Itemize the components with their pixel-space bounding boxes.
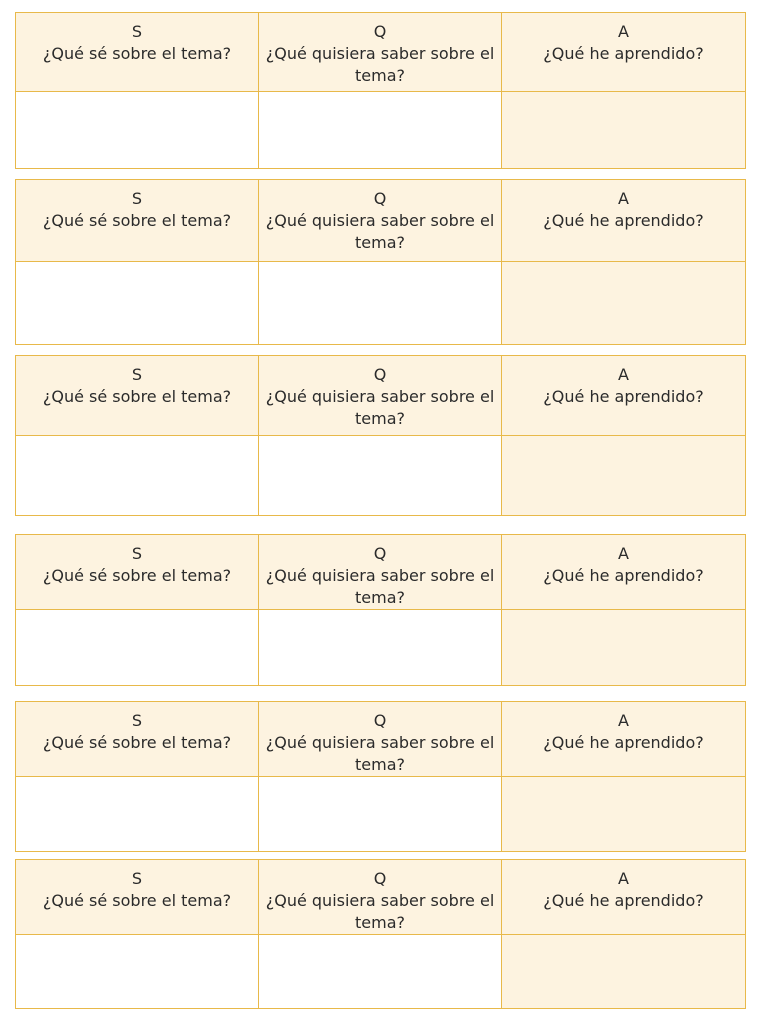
column-letter: Q — [373, 544, 387, 563]
column-letter: S — [131, 22, 143, 41]
answer-cell-s[interactable] — [16, 777, 259, 852]
header-s — [16, 535, 259, 610]
column-question: ¿Qué he aprendido? — [543, 891, 704, 910]
sqa-table — [15, 355, 746, 516]
header-row — [16, 356, 746, 436]
column-letter: Q — [373, 22, 387, 41]
sqa-table — [15, 179, 746, 345]
column-letter: S — [131, 711, 143, 730]
column-letter: A — [618, 189, 629, 208]
column-letter: Q — [373, 869, 387, 888]
answer-row — [16, 92, 746, 169]
answer-cell-a[interactable] — [502, 935, 746, 1009]
header-row — [16, 860, 746, 935]
answer-row — [16, 610, 746, 686]
header-row — [16, 180, 746, 262]
answer-cell-q[interactable] — [259, 610, 502, 686]
header-s — [16, 860, 259, 935]
answer-cell-q[interactable] — [259, 777, 502, 852]
column-question: ¿Qué he aprendido? — [543, 387, 704, 406]
answer-row — [16, 777, 746, 852]
column-question: ¿Qué sé sobre el tema? — [42, 566, 232, 585]
answer-cell-s[interactable] — [16, 610, 259, 686]
column-letter: S — [131, 365, 143, 384]
header-row — [16, 535, 746, 610]
answer-cell-s[interactable] — [16, 935, 259, 1009]
answer-row — [16, 262, 746, 345]
answer-cell-q[interactable] — [259, 92, 502, 169]
sqa-table — [15, 12, 746, 169]
answer-cell-s[interactable] — [16, 436, 259, 516]
column-letter: S — [131, 869, 143, 888]
answer-cell-a[interactable] — [502, 436, 746, 516]
answer-row — [16, 935, 746, 1009]
sqa-table — [15, 701, 746, 852]
header-q — [259, 860, 502, 935]
answer-cell-q[interactable] — [259, 935, 502, 1009]
column-question: ¿Qué sé sobre el tema? — [42, 891, 232, 910]
column-question: ¿Qué sé sobre el tema? — [42, 387, 232, 406]
column-question: ¿Qué sé sobre el tema? — [42, 733, 232, 752]
header-q — [259, 535, 502, 610]
column-question: ¿Qué he aprendido? — [543, 566, 704, 585]
header-q — [259, 702, 502, 777]
column-letter: Q — [373, 365, 387, 384]
header-a — [502, 535, 746, 610]
column-question: ¿Qué quisiera saber sobre el tema? — [265, 733, 495, 774]
column-letter: A — [618, 365, 629, 384]
column-question: ¿Qué sé sobre el tema? — [42, 44, 232, 63]
column-letter: S — [131, 544, 143, 563]
answer-row — [16, 436, 746, 516]
header-a — [502, 702, 746, 777]
column-question: ¿Qué quisiera saber sobre el tema? — [265, 44, 495, 85]
column-letter: A — [618, 544, 629, 563]
header-a — [502, 180, 746, 262]
answer-cell-a[interactable] — [502, 777, 746, 852]
header-s — [16, 356, 259, 436]
answer-cell-s[interactable] — [16, 262, 259, 345]
column-question: ¿Qué he aprendido? — [543, 733, 704, 752]
column-question: ¿Qué sé sobre el tema? — [42, 211, 232, 230]
column-question: ¿Qué quisiera saber sobre el tema? — [265, 891, 495, 932]
column-letter: Q — [373, 711, 387, 730]
header-q — [259, 180, 502, 262]
header-a — [502, 356, 746, 436]
answer-cell-s[interactable] — [16, 92, 259, 169]
sqa-table — [15, 534, 746, 686]
column-question: ¿Qué quisiera saber sobre el tema? — [265, 566, 495, 607]
column-letter: A — [618, 22, 629, 41]
answer-cell-a[interactable] — [502, 92, 746, 169]
header-q — [259, 356, 502, 436]
column-letter: A — [618, 869, 629, 888]
column-letter: S — [131, 189, 143, 208]
header-a — [502, 860, 746, 935]
answer-cell-q[interactable] — [259, 436, 502, 516]
column-question: ¿Qué quisiera saber sobre el tema? — [265, 387, 495, 428]
header-s — [16, 702, 259, 777]
column-question: ¿Qué quisiera saber sobre el tema? — [265, 211, 495, 252]
column-question: ¿Qué he aprendido? — [543, 211, 704, 230]
answer-cell-a[interactable] — [502, 262, 746, 345]
header-row — [16, 702, 746, 777]
header-a — [502, 13, 746, 92]
column-letter: Q — [373, 189, 387, 208]
column-question: ¿Qué he aprendido? — [543, 44, 704, 63]
header-q — [259, 13, 502, 92]
header-s — [16, 180, 259, 262]
column-letter: A — [618, 711, 629, 730]
sqa-table — [15, 859, 746, 1009]
header-s — [16, 13, 259, 92]
answer-cell-q[interactable] — [259, 262, 502, 345]
header-row — [16, 13, 746, 92]
answer-cell-a[interactable] — [502, 610, 746, 686]
